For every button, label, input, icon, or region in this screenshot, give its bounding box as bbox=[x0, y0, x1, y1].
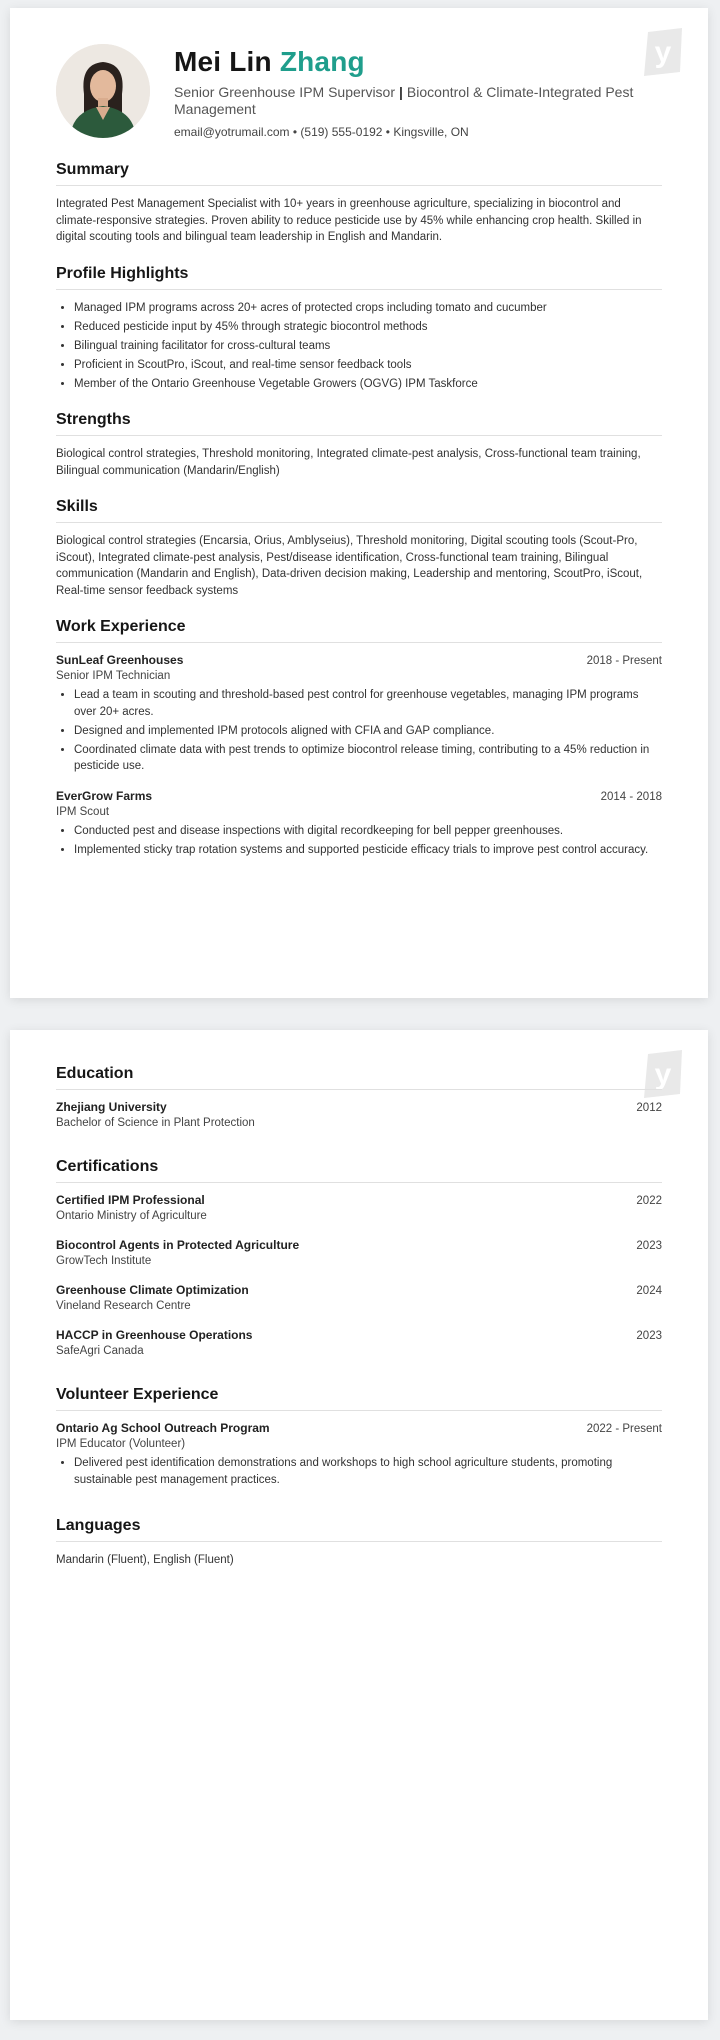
highlights-heading: Profile Highlights bbox=[56, 264, 662, 290]
skills-text: Biological control strategies (Encarsia, Orius, Amblyseius), Threshold monitoring, Digital scouting tools (Scout-Pro, iScout), Integrated climate-pest analysis, Pest/disease identification, Cross-functional team training, Bilingual communication (Mandarin and English), Data-driven decision making, Leadership and mentoring, ScoutPro, iScout, Real-time sensor feedback systems bbox=[56, 535, 643, 597]
resume-page-1 bbox=[10, 8, 708, 998]
avatar bbox=[56, 44, 150, 138]
job-dates: 2018 - Present bbox=[586, 655, 662, 667]
title-main: Senior Greenhouse IPM Supervisor bbox=[174, 84, 395, 100]
job-role: IPM Scout bbox=[56, 805, 110, 818]
page-1-body bbox=[56, 160, 662, 876]
skills-section bbox=[56, 497, 662, 599]
job-entry bbox=[56, 789, 662, 859]
job-title bbox=[174, 84, 662, 118]
summary-heading: Summary bbox=[56, 160, 662, 186]
volunteer-heading: Volunteer Experience bbox=[56, 1385, 662, 1411]
highlights-section bbox=[56, 264, 662, 393]
svg-text:y: y bbox=[654, 1058, 672, 1091]
certification-name: Greenhouse Climate Optimization bbox=[56, 1283, 249, 1297]
certification-entry bbox=[56, 1193, 662, 1222]
certification-date: 2024 bbox=[636, 1285, 662, 1297]
list-item: • Member of the Ontario Greenhouse Vegetable Growers (OGVG) IPM Taskforce bbox=[74, 376, 662, 393]
volunteer-role: IPM Educator (Volunteer) bbox=[56, 1438, 186, 1450]
certification-entry bbox=[56, 1328, 662, 1357]
certification-entry bbox=[56, 1238, 662, 1267]
certification-issuer: Vineland Research Centre bbox=[56, 1300, 191, 1312]
list-item: • Proficient in ScoutPro, iScout, and real-time sensor feedback tools bbox=[74, 357, 662, 374]
list-item: • Bilingual training facilitator for cross-cultural teams bbox=[74, 338, 662, 355]
strengths-text: Biological control strategies, Threshold monitoring, Integrated climate-pest analysis, Cross-functional team training, Bilingual communication (Mandarin/English) bbox=[56, 448, 641, 477]
certifications-heading: Certifications bbox=[56, 1157, 662, 1183]
job-role: Senior IPM Technician bbox=[56, 670, 171, 682]
education-entry bbox=[56, 1100, 662, 1129]
list-item: • Designed and implemented IPM protocols aligned with CFIA and GAP compliance. bbox=[74, 723, 662, 740]
volunteer-entry bbox=[56, 1421, 662, 1488]
strengths-heading: Strengths bbox=[56, 410, 662, 436]
job-company: SunLeaf Greenhouses bbox=[56, 653, 184, 667]
summary-text: Integrated Pest Management Specialist with 10+ years in greenhouse agriculture, specializing in biocontrol and climate-responsive strategies. Proven ability to reduce pesticide use by 45% while enhancing crop health. Skilled in digital scouting tools and bilingual team leadership in English and Mandarin. bbox=[56, 198, 642, 243]
page-2-body bbox=[56, 1064, 662, 1587]
certification-issuer: Ontario Ministry of Agriculture bbox=[56, 1210, 207, 1222]
school-name: Zhejiang University bbox=[56, 1100, 167, 1114]
title-separator: | bbox=[399, 84, 403, 100]
certification-date: 2022 bbox=[636, 1195, 662, 1207]
strengths-section bbox=[56, 410, 662, 479]
certification-name: Biocontrol Agents in Protected Agriculture bbox=[56, 1238, 300, 1252]
list-item: • Conducted pest and disease inspections with digital recordkeeping for bell pepper greenhouses. bbox=[74, 823, 662, 840]
highlights-list bbox=[56, 300, 662, 393]
certification-name: Certified IPM Professional bbox=[56, 1193, 205, 1207]
education-section bbox=[56, 1064, 662, 1129]
volunteer-section bbox=[56, 1385, 662, 1488]
profile-photo-icon bbox=[56, 44, 150, 138]
list-item: • Coordinated climate data with pest trends to optimize biocontrol release timing, contributing to a 45% reduction in pesticide use. bbox=[74, 742, 662, 775]
job-dates: 2014 - 2018 bbox=[600, 790, 662, 803]
title-sub: Biocontrol & Climate-Integrated Pest Management bbox=[174, 84, 634, 117]
certifications-section bbox=[56, 1157, 662, 1357]
candidate-name bbox=[174, 44, 662, 80]
languages-text: Mandarin (Fluent), English (Fluent) bbox=[56, 1554, 234, 1566]
list-item: • Implemented sticky trap rotation systems and supported pesticide efficacy trials to improve pest control accuracy. bbox=[74, 842, 662, 859]
certification-date: 2023 bbox=[636, 1240, 662, 1252]
job-entry bbox=[56, 653, 662, 775]
list-item: • Managed IPM programs across 20+ acres of protected crops including tomato and cucumber bbox=[74, 300, 662, 317]
list-item: • Reduced pesticide input by 45% through strategic biocontrol methods bbox=[74, 319, 662, 336]
job-bullets bbox=[56, 687, 662, 775]
skills-heading: Skills bbox=[56, 497, 662, 523]
education-date: 2012 bbox=[636, 1102, 662, 1114]
list-item: • Delivered pest identification demonstrations and workshops to high school agriculture students, promoting sustainable pest management practices. bbox=[74, 1455, 662, 1488]
svg-text:y: y bbox=[654, 36, 672, 69]
languages-heading: Languages bbox=[56, 1516, 662, 1542]
experience-heading: Work Experience bbox=[56, 617, 662, 643]
experience-section bbox=[56, 617, 662, 858]
certification-name: HACCP in Greenhouse Operations bbox=[56, 1328, 253, 1342]
first-name: Mei Lin bbox=[174, 46, 272, 77]
resume-page-2 bbox=[10, 1030, 708, 2020]
certification-date: 2023 bbox=[636, 1330, 662, 1342]
volunteer-dates: 2022 - Present bbox=[586, 1423, 662, 1435]
job-bullets bbox=[56, 823, 662, 859]
certification-issuer: SafeAgri Canada bbox=[56, 1345, 144, 1357]
last-name: Zhang bbox=[279, 46, 365, 77]
list-item: • Lead a team in scouting and threshold-based pest control for greenhouse vegetables, managing IPM programs over 20+ acres. bbox=[74, 687, 662, 720]
volunteer-org: Ontario Ag School Outreach Program bbox=[56, 1421, 270, 1435]
education-heading: Education bbox=[56, 1064, 662, 1090]
degree: Bachelor of Science in Plant Protection bbox=[56, 1117, 255, 1129]
certification-issuer: GrowTech Institute bbox=[56, 1255, 152, 1267]
summary-section bbox=[56, 160, 662, 246]
job-company: EverGrow Farms bbox=[56, 788, 153, 803]
certification-entry bbox=[56, 1283, 662, 1312]
resume-header bbox=[174, 44, 662, 139]
volunteer-bullets bbox=[56, 1455, 662, 1488]
contact-line: email@yotrumail.com • (519) 555-0192 • Kingsville, ON bbox=[174, 125, 469, 139]
languages-section bbox=[56, 1516, 662, 1569]
